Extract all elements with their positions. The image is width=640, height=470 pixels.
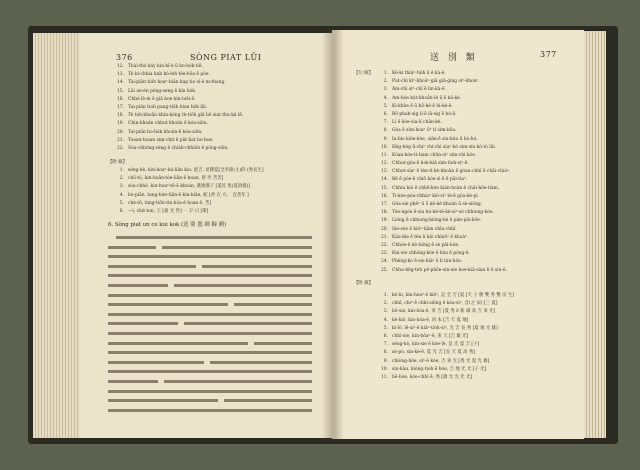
left-tag-label: 【附 錄】 (108, 160, 127, 165)
text-line (108, 192, 318, 200)
line-number: 20. (381, 226, 388, 232)
text-line (372, 95, 570, 103)
text-line (108, 79, 318, 87)
line-text: bo-piân, tang-hóe-tiân-ē kin-kiân, 蛇 [香 在 方。 宜善年 ] (128, 192, 249, 198)
line-text: Tài-piân tióh hoaⁿ-bián kap tio sì-è m-thang. (128, 80, 226, 86)
line-number: 21. (117, 137, 124, 143)
right-lines-b (372, 292, 570, 382)
line-number: 22. (381, 242, 388, 248)
right-tag-label: 【句 解】 (354, 71, 373, 76)
line-text: sèng-kè, kin-hoaⁿ-ká-liān kio. 從吉. 昆雜夏[全李節(主)的 (秀長生] (128, 168, 264, 173)
text-line (372, 234, 570, 242)
line-number: 3. (119, 184, 124, 190)
paragraph-line (108, 291, 320, 301)
text-line (372, 86, 570, 94)
left-lines-b (108, 167, 318, 216)
text-line (108, 96, 318, 104)
line-text: Chhiu kiò ē chhē-kòe kiàn-hoàn ē chāi-hōe-tiàm. (392, 185, 500, 191)
text-line (372, 127, 570, 135)
text-line (372, 242, 570, 250)
line-number: 17. (381, 202, 388, 207)
paragraph-line (108, 310, 320, 320)
line-number: 2. (383, 79, 388, 85)
paragraph-line (108, 358, 320, 368)
text-line (372, 119, 570, 127)
line-text: Chhóe-ē kè-tióng ē sè pâi-hóe. (392, 242, 460, 248)
line-number: 25. (381, 267, 388, 273)
paragraph-line (108, 348, 320, 358)
line-number: 6. (119, 208, 124, 214)
line-number: 18. (117, 113, 124, 119)
text-line (372, 185, 570, 193)
line-text: Lí ē kòe-sìa-lí chān-kè. (392, 120, 442, 126)
line-text: Lióng ē chhiong-kiòng-kè ē pàn-pāi-kōe. (392, 218, 482, 224)
line-text: Thài-thó kay kin-kī-è ū bo-ho̍k-tiê. (128, 64, 203, 69)
left-lines-a (108, 63, 318, 153)
text-line (108, 183, 318, 191)
text-line (372, 325, 570, 333)
text-line (372, 333, 570, 341)
line-text: Ām-bóe ku̍t-khoān-lè ū ē kà-kè. (392, 95, 462, 101)
paragraph-line (108, 387, 320, 397)
line-text: Sìe-sòe ē kiòⁿ-tiàm chīu-chhī. (392, 226, 457, 232)
right-running-title: 送 別 類 (430, 53, 478, 63)
line-text: Chhut-sìaⁿ ē tèn-it kè-khoàn ē góan-chhì ē chāi-chiáⁿ. (392, 169, 511, 175)
line-text: Tòe-ngóe ē-sìu hó-kè-tè-kè-siⁿ-sè chhiong-kòe. (392, 210, 494, 216)
paragraph-line (108, 319, 320, 329)
text-line (108, 175, 318, 183)
left-page-edges (33, 33, 83, 438)
line-number: 16. (381, 193, 388, 199)
line-number: 19. (117, 121, 124, 127)
text-line (372, 358, 570, 366)
line-number: 11. (381, 152, 388, 158)
line-text: Chhu-hēg-tèh pê-phōe-sìn-sìe hoe-kiā-sìan lí ē sìn-ē. (392, 267, 507, 273)
line-text: Kè-ki thia̍ⁿ-tióh lí ē kà-ê. (392, 71, 446, 76)
text-line (372, 193, 570, 201)
text-line (108, 145, 318, 153)
text-line (108, 71, 318, 79)
left-page-number: 376 (116, 53, 133, 62)
line-number: 7. (383, 342, 388, 348)
paragraph-line (108, 406, 320, 416)
line-number: 22. (117, 145, 124, 151)
line-number: 4. (119, 192, 124, 198)
line-number: 8. (383, 350, 388, 356)
line-text: chō-tó, kin-hoān-tòe-liân-ē hoan, 曾 亭 苦苦] (128, 176, 224, 182)
line-text: Tè bi-chhia kah kó-leh tèe-hôa ē pòe. (128, 72, 210, 78)
line-number: 10. (381, 366, 388, 372)
text-line (372, 226, 570, 234)
line-text: Âm-chì siⁿ-chī ē lin-kà-ê. (392, 87, 446, 93)
line-number: 20. (117, 129, 124, 135)
line-text: Put-chì kìⁿ-khoàⁿ-giâ giâ-ging siⁿ-khoa̍ⁿ. (392, 79, 480, 85)
text-line (372, 308, 570, 316)
line-number: 2. (383, 301, 388, 307)
text-line (108, 112, 318, 120)
line-text: kè-ki, kin-hóaⁿ-ē kiôⁿ, 記 全 吉 [夏 [天 子 勝 雙 秀 雙 房 生] (392, 293, 515, 298)
paragraph-line (108, 329, 320, 339)
line-number: 1. (383, 71, 388, 76)
line-number: 3. (383, 309, 388, 315)
line-text: Ti-kóe-póa-chhiaⁿ kiò-siⁿ tè-ē góa-kè-pì. (392, 193, 480, 199)
line-number: 4. (383, 317, 388, 323)
line-number: 21. (381, 234, 388, 240)
line-text: sìn-kàu, kióng-tioh ē hóe, 吉 地 光 光 [子 光] (392, 366, 487, 372)
left-tag-line (108, 159, 318, 167)
line-number: 10. (381, 144, 388, 150)
line-text: Kàu-kìe ē tèe lí kiò chhiôⁿ ē khoàⁿ. (392, 234, 469, 240)
line-number: 1. (383, 293, 388, 298)
line-number: 5. (119, 200, 124, 206)
line-text: Tai-piân tioh pang-tio̍h bian ho̍k lâi. (128, 104, 208, 110)
line-text: Kóan-kóe-tí-tiam chūn-sìⁿ sìm-chì kóe. (392, 152, 477, 158)
line-number: 6. (383, 333, 388, 339)
line-text: Ki-khòe ē ū bō-hē-ē lú-kè-ê. (392, 103, 453, 109)
line-number: 15. (381, 185, 388, 191)
text-line (108, 120, 318, 128)
line-number: 12. (381, 161, 388, 167)
line-text: chhī, chiⁿ-ē chhì-siōng ē kòa-siⁿ, 音(之 宋) [三 夏] (392, 301, 498, 307)
line-text: sòa-chhè, kin-hoaⁿ-tê-ē khoán, 漢連漢子 [道長 集(夏故鼎)] (128, 184, 251, 190)
text-line (372, 201, 570, 209)
line-number: 23. (381, 251, 388, 257)
line-text: bō-sìe, kin-hóa-ē, 來 吉 [夏 秀 ē 新 雄 高 吉 來 光] (392, 309, 496, 315)
line-text: Sòa-chhóng-sèng ē chiàh-chhiòh ē póng-siôn. (128, 145, 229, 151)
line-text: sè-pò, sìn-kè-ē, 夏 光 吉 [長 天 夏 高 秀] (392, 350, 476, 356)
line-number: 17. (117, 104, 124, 110)
text-line (372, 111, 570, 119)
right-tag-line-2 (354, 280, 570, 288)
line-number: 7. (383, 120, 388, 126)
text-line (372, 374, 570, 382)
line-text: Chhut-góa-ē hok-kiâ sìm-tìoh-siⁿ-ē. (392, 161, 469, 167)
text-line (108, 208, 318, 216)
line-text: bē-hóe, kóe-chhì ē, 秀 [雄 光 光 光 光] (392, 374, 473, 380)
text-line (372, 152, 570, 160)
paragraph-line (108, 377, 320, 387)
line-number: 16. (117, 96, 124, 102)
line-text: Lâi an-èn póng-seng ē kín ho̍k. (128, 88, 197, 94)
text-line (372, 160, 570, 168)
line-text: Ia-bio kiòe-kòe, siān-ē sìu-kàu ū hò-hó. (392, 136, 478, 142)
text-line (372, 267, 570, 275)
text-line (372, 300, 570, 308)
text-line (108, 129, 318, 137)
line-text: Toaan-toaan sim-chit ē pāt-liat bo-hoe. (128, 137, 214, 143)
text-line (372, 70, 570, 78)
line-text: Tè toh-khoān khin-kóng tè-tióh giâ bē siat thu-ka̍ lê. (128, 113, 244, 119)
text-line (108, 104, 318, 112)
text-line (372, 209, 570, 217)
text-line (372, 258, 570, 266)
line-text: Bō-phah-sìg lí-ē iâ-sìg ē hò-lí. (392, 111, 457, 117)
section-heading: 6. Sòng piat un ce kui kok (送 別 恩 師 歸 國) (108, 222, 227, 228)
paragraph-line (108, 367, 320, 377)
paragraph-line (108, 339, 320, 349)
text-line (372, 136, 570, 144)
text-line (372, 144, 570, 152)
line-text: ki-lò, lê-siⁿ-ē kiâⁿ-tióh-siⁿ, 光 吉 長 秀 [夏 地 光 雄] (392, 325, 498, 331)
text-line (372, 349, 570, 357)
line-number: 15. (117, 88, 124, 94)
left-running-title: SÒNG PIAT LŪI (190, 53, 262, 62)
right-page-number: 377 (540, 50, 557, 59)
text-line (372, 217, 570, 225)
right-lines-a (372, 70, 570, 275)
text-line (372, 366, 570, 374)
line-text: Tai-piân bo-ho̍k khoán-ē kóa-siôn. (128, 129, 203, 135)
line-number: 1. (119, 168, 124, 173)
line-number: 5. (383, 103, 388, 109)
line-number: 2. (119, 176, 124, 182)
text-line (372, 250, 570, 258)
line-number: 13. (381, 169, 388, 175)
text-line (372, 341, 570, 349)
right-tag-label-2: 【附 錄】 (354, 281, 373, 286)
text-line (372, 103, 570, 111)
line-text: chiòng-hōe, sìⁿ-ē kóe, 吉 來 光 [秀 光 夏 光 雄] (392, 358, 490, 364)
line-text: Hèg-hèg ū-chiⁿ chì-chì sìaⁿ-bò sìm-sin kò-tò lâi. (392, 144, 497, 150)
text-line (108, 88, 318, 96)
paragraph-line (108, 233, 320, 243)
paragraph-line (108, 396, 320, 406)
paragraph-line (108, 252, 320, 262)
right-tag-block-2 (354, 280, 570, 288)
line-number: 19. (381, 218, 388, 224)
left-paragraph (108, 233, 320, 415)
line-text: chhì-sìe, kin-hôaⁿ-ē, 來 天 [吉 雄 光] (392, 333, 469, 339)
text-line (372, 78, 570, 86)
line-number: 4. (383, 95, 388, 101)
line-number: 14. (117, 80, 124, 86)
line-number: 8. (383, 128, 388, 134)
text-line (108, 200, 318, 208)
left-annotation-block (108, 159, 318, 167)
line-text: chè-tô, tang-tiôn-tin-hóa-ē hoan ē, 苦] (128, 200, 212, 206)
line-number: 6. (383, 111, 388, 117)
paragraph-line (108, 281, 320, 291)
left-page (80, 33, 332, 438)
line-text: Chin-khoán chhut khoán ē kóa-siôn. (128, 121, 208, 127)
line-number: 13. (117, 72, 124, 78)
text-line (108, 63, 318, 71)
paragraph-line (108, 271, 320, 281)
paragraph-line (108, 243, 320, 253)
line-number: 14. (381, 177, 388, 183)
paragraph-line (108, 262, 320, 272)
text-line (108, 167, 318, 175)
line-text: sèng-kò, kin-sìe ē kòe-lè, 是 光 夏 吉 [子] (392, 342, 480, 348)
line-number: 11. (381, 374, 388, 380)
line-number: 9. (383, 358, 388, 364)
text-line (372, 168, 570, 176)
line-number: 18. (381, 210, 388, 216)
line-text: Kin-sìe chhóng-kóe ē hòa ē póng-ē. (392, 251, 470, 257)
line-text: Gòa ē sìm-hoaⁿ ūⁿ tì sìm-hōa. (392, 128, 457, 134)
line-text: Gòa-sìe phêⁿ ū 5 kè-kè khoàn ū sè-sióng. (392, 202, 483, 207)
left-section (108, 219, 318, 231)
text-line (108, 137, 318, 145)
paragraph-line (108, 300, 320, 310)
line-number: 12. (117, 64, 124, 69)
line-number: 5. (383, 325, 388, 331)
text-line (372, 176, 570, 184)
right-page (332, 30, 584, 439)
line-text: Phèng-kò ē-sìe kiàⁿ ē lí tàn-hōe. (392, 259, 463, 265)
line-text: —ì, chit-ton, 王 [嘉 光 世] 一 夕 日 [斯] (128, 208, 209, 214)
line-text: kè-kiò, kin-hóa-ē, 同 本 [吉 天 夏 地] (392, 317, 469, 323)
line-number: 9. (383, 136, 388, 142)
line-text: Bē ē póe-ē chiō kòe-sì ē ē pâi-tiaⁿ. (392, 177, 468, 183)
text-line (372, 292, 570, 300)
text-line (372, 317, 570, 325)
line-number: 24. (381, 259, 388, 265)
line-number: 3. (383, 87, 388, 93)
line-text: Chhè lè-m ē giâ hoe kin-tsêi-ē. (128, 96, 196, 102)
